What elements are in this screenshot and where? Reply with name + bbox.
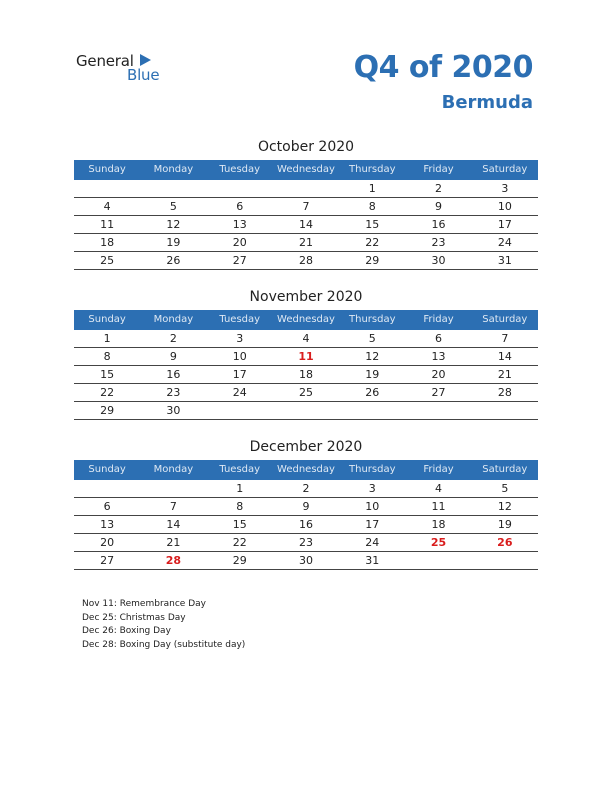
month-title: October 2020: [257, 139, 355, 155]
day-cell: 22: [100, 386, 115, 399]
weekday-label: Friday: [423, 164, 454, 175]
day-cell: 27: [431, 386, 446, 399]
day-cell: 7: [169, 500, 177, 513]
day-cell: 22: [232, 536, 247, 549]
day-cell: 13: [100, 518, 115, 531]
day-cell: 21: [166, 536, 181, 549]
day-cell: 8: [368, 200, 376, 213]
month-calendar-december: [74, 436, 538, 570]
week-row: [74, 402, 538, 420]
day-cell: [74, 480, 140, 497]
week-row: [74, 180, 538, 198]
day-cell: 16: [166, 368, 181, 381]
weekday-label: Thursday: [349, 314, 396, 325]
weekday-label: Sunday: [88, 314, 126, 325]
day-cell: 6: [236, 200, 244, 213]
weekday-label: Tuesday: [219, 164, 261, 175]
holiday-notes: [82, 598, 245, 652]
day-cell: 11: [431, 500, 446, 513]
day-cell: 29: [100, 404, 115, 417]
day-cell: 21: [497, 368, 512, 381]
week-row: [74, 366, 538, 384]
day-cell: 6: [103, 500, 111, 513]
weekday-label: Thursday: [349, 164, 396, 175]
day-cell: [140, 180, 206, 197]
day-cell: 29: [365, 254, 380, 267]
weekday-label: Monday: [153, 314, 194, 325]
day-cell: 3: [501, 182, 509, 195]
day-cell: 20: [232, 236, 247, 249]
day-cell: 7: [302, 200, 310, 213]
day-cell: 9: [169, 350, 177, 363]
holiday-note: Dec 28: Boxing Day (substitute day): [82, 639, 246, 650]
day-cell: 5: [368, 332, 376, 345]
week-row: [74, 330, 538, 348]
day-cell: 25: [100, 254, 115, 267]
holiday-day-cell: 26: [497, 536, 513, 549]
week-row: [74, 498, 538, 516]
logo: [76, 52, 176, 92]
holiday-day-cell: 25: [430, 536, 447, 549]
day-cell: 14: [298, 218, 313, 231]
day-cell: 27: [232, 254, 247, 267]
week-row: [74, 348, 538, 366]
day-cell: 19: [365, 368, 380, 381]
day-cell: 31: [497, 254, 512, 267]
weekday-label: Tuesday: [219, 314, 261, 325]
day-cell: 2: [169, 332, 177, 345]
day-cell: 20: [100, 536, 115, 549]
week-row: [74, 516, 538, 534]
week-row: [74, 480, 538, 498]
day-cell: 30: [166, 404, 181, 417]
weekday-label: Friday: [423, 314, 454, 325]
day-cell: 1: [236, 482, 244, 495]
holiday-note: Dec 26: Boxing Day: [82, 626, 171, 636]
logo-text-blue: Blue: [127, 66, 160, 84]
day-cell: 24: [232, 386, 247, 399]
day-cell: 20: [431, 368, 446, 381]
week-row: [74, 216, 538, 234]
weekday-header: [74, 160, 538, 180]
weekday-label: Wednesday: [277, 164, 335, 175]
weekday-label: Monday: [153, 164, 194, 175]
day-cell: 15: [365, 218, 380, 231]
month-title: November 2020: [249, 289, 363, 305]
day-cell: [207, 402, 273, 419]
day-cell: 19: [166, 236, 181, 249]
day-cell: 12: [166, 218, 181, 231]
day-cell: 10: [497, 200, 512, 213]
page-title: Q4 of 2020: [353, 50, 533, 85]
day-cell: 24: [497, 236, 512, 249]
day-cell: 9: [435, 200, 443, 213]
day-cell: 3: [236, 332, 244, 345]
weekday-label: Friday: [423, 464, 454, 475]
day-cell: 1: [103, 332, 111, 345]
day-cell: [405, 552, 471, 569]
day-cell: 23: [298, 536, 313, 549]
day-cell: [273, 180, 339, 197]
day-cell: 17: [497, 218, 512, 231]
logo-flag-icon: [140, 54, 151, 66]
day-cell: [472, 402, 538, 419]
day-cell: 21: [298, 236, 313, 249]
day-cell: 29: [232, 554, 247, 567]
weekday-label: Monday: [153, 464, 194, 475]
day-cell: 8: [103, 350, 111, 363]
day-cell: 23: [431, 236, 446, 249]
week-row: [74, 198, 538, 216]
day-cell: [405, 402, 471, 419]
month-title: December 2020: [249, 439, 363, 455]
day-cell: 13: [232, 218, 247, 231]
holiday-note: Dec 25: Christmas Day: [82, 612, 186, 623]
day-cell: 16: [298, 518, 313, 531]
week-row: [74, 252, 538, 270]
day-cell: 14: [497, 350, 512, 363]
day-cell: 12: [365, 350, 380, 363]
day-cell: 18: [298, 368, 313, 381]
weeks: [74, 330, 538, 420]
weekday-label: Saturday: [482, 314, 528, 325]
day-cell: 1: [368, 182, 376, 195]
day-cell: 7: [501, 332, 509, 345]
day-cell: 25: [298, 386, 313, 399]
day-cell: 12: [497, 500, 512, 513]
day-cell: 23: [166, 386, 181, 399]
day-cell: 10: [365, 500, 380, 513]
day-cell: 5: [169, 200, 177, 213]
weekday-header: [74, 310, 538, 330]
weekday-label: Sunday: [88, 164, 126, 175]
day-cell: 28: [298, 254, 313, 267]
day-cell: 17: [232, 368, 247, 381]
day-cell: 18: [100, 236, 115, 249]
holiday-note: Nov 11: Remembrance Day: [82, 599, 206, 609]
day-cell: 24: [365, 536, 380, 549]
day-cell: 15: [100, 368, 115, 381]
day-cell: 30: [431, 254, 446, 267]
day-cell: 4: [302, 332, 310, 345]
day-cell: 6: [435, 332, 443, 345]
weekday-header: [74, 460, 538, 480]
day-cell: [472, 552, 538, 569]
weekday-label: Sunday: [88, 464, 126, 475]
week-row: [74, 384, 538, 402]
holiday-day-cell: 28: [165, 554, 182, 567]
weekday-label: Wednesday: [277, 314, 335, 325]
day-cell: 17: [365, 518, 380, 531]
day-cell: 9: [302, 500, 310, 513]
day-cell: 22: [365, 236, 380, 249]
day-cell: [273, 402, 339, 419]
month-calendar-october: [74, 136, 538, 270]
weekday-label: Thursday: [349, 464, 396, 475]
day-cell: 16: [431, 218, 446, 231]
day-cell: [339, 402, 405, 419]
day-cell: 11: [100, 218, 115, 231]
logo-text-general: General: [76, 52, 134, 70]
week-row: [74, 552, 538, 570]
weekday-label: Saturday: [482, 164, 528, 175]
day-cell: 4: [435, 482, 443, 495]
day-cell: 2: [302, 482, 310, 495]
day-cell: 3: [368, 482, 376, 495]
day-cell: 26: [166, 254, 181, 267]
weekday-label: Saturday: [482, 464, 528, 475]
day-cell: 28: [497, 386, 512, 399]
day-cell: 8: [236, 500, 244, 513]
day-cell: 2: [435, 182, 443, 195]
weekday-label: Wednesday: [277, 464, 335, 475]
weeks: [74, 480, 538, 570]
day-cell: 27: [100, 554, 115, 567]
weekday-label: Tuesday: [219, 464, 261, 475]
day-cell: 4: [103, 200, 111, 213]
day-cell: 10: [232, 350, 247, 363]
day-cell: 15: [232, 518, 247, 531]
day-cell: [74, 180, 140, 197]
weeks: [74, 180, 538, 270]
country-name: Bermuda: [441, 92, 533, 113]
day-cell: 5: [501, 482, 509, 495]
month-calendar-november: [74, 286, 538, 420]
day-cell: 26: [365, 386, 380, 399]
holiday-day-cell: 11: [298, 350, 314, 363]
day-cell: 19: [497, 518, 512, 531]
day-cell: 31: [365, 554, 380, 567]
day-cell: 18: [431, 518, 446, 531]
day-cell: [140, 480, 206, 497]
week-row: [74, 234, 538, 252]
week-row: [74, 534, 538, 552]
day-cell: 30: [298, 554, 313, 567]
day-cell: 14: [166, 518, 181, 531]
day-cell: 13: [431, 350, 446, 363]
day-cell: [207, 180, 273, 197]
